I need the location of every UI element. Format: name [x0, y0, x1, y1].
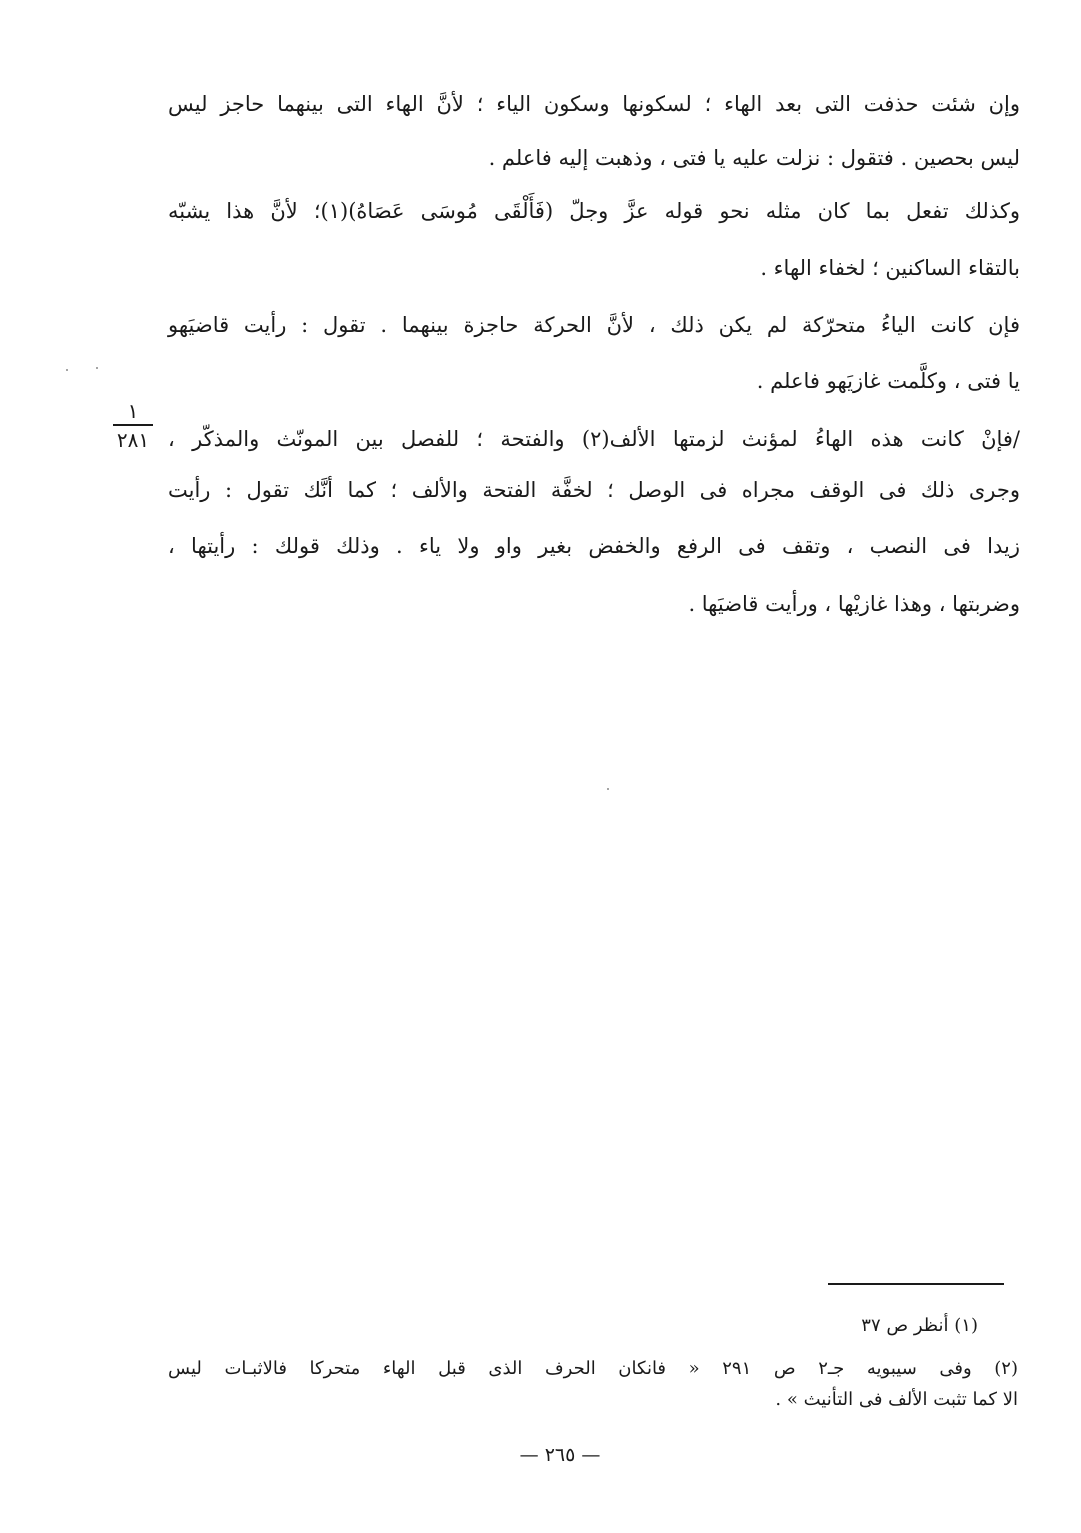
text-line: فإن كانت الياءُ متحرّكة لم يكن ذلك ، لأنَّ الحركة حاجزة بينهما . تقول : رأيت قاضيَهو: [168, 313, 1020, 337]
scan-speck: [607, 788, 609, 790]
text-line: وإن شئت حذفت التى بعد الهاء ؛ لسكونها وسكون الياء ؛ لأنَّ الهاء التى بينهما حاجز ليس: [168, 92, 1020, 116]
text-line: وجرى ذلك فى الوقف مجراه فى الوصل ؛ لخفَّة الفتحة والألف ؛ كما أنَّك تقول : رأيت: [168, 478, 1020, 502]
text-line: بالتقاء الساكنين ؛ لخفاء الهاء .: [760, 256, 1020, 280]
scan-speck: [66, 369, 68, 371]
footnote-2-line-2: الا كما تثبت الألف فى التأنيث » .: [775, 1389, 1018, 1410]
footnote-1: (١) أنظر ص ٣٧: [861, 1315, 978, 1336]
margin-folio-reference: [98, 400, 168, 451]
text-line: زيدا فى النصب ، وتقف فى الرفع والخفض بغير واو ولا ياء . وذلك قولك : رأيتها ،: [168, 534, 1020, 558]
text-line: وكذلك تفعل بما كان مثله نحو قوله عزَّ وجلّ (فَأَلْقَى مُوسَى عَصَاهُ)(١)؛ لأنَّ هذا يشبّه: [168, 199, 1020, 223]
margin-folio-page: ٢٨١: [116, 428, 150, 452]
footnote-2-line-1: (٢) وفى سيبويه جـ٢ ص ٢٩١ « فانكان الحرف الذى قبل الهاء متحركا فالاثبـات ليس: [168, 1358, 1018, 1379]
text-line: يا فتى ، وكلَّمت غازيَهو فاعلم .: [756, 369, 1020, 393]
margin-folio-number: ١: [127, 399, 139, 423]
scan-speck: [96, 367, 98, 369]
margin-folio-divider: [113, 424, 153, 426]
text-line: ليس بحصين . فتقول : نزلت عليه يا فتى ، وذهبت إليه فاعلم .: [488, 146, 1020, 170]
footnote-separator: [828, 1283, 1004, 1285]
text-line: /فإنْ كانت هذه الهاءُ لمؤنث لزمتها الألف(٢) والفتحة ؛ للفصل بين المونّث والمذكّر ،: [168, 427, 1021, 451]
text-line: وضربتها ، وهذا غازيْها ، ورأيت قاضيَها .: [688, 592, 1020, 616]
page-number: — ٢٦٥ —: [519, 1444, 601, 1466]
